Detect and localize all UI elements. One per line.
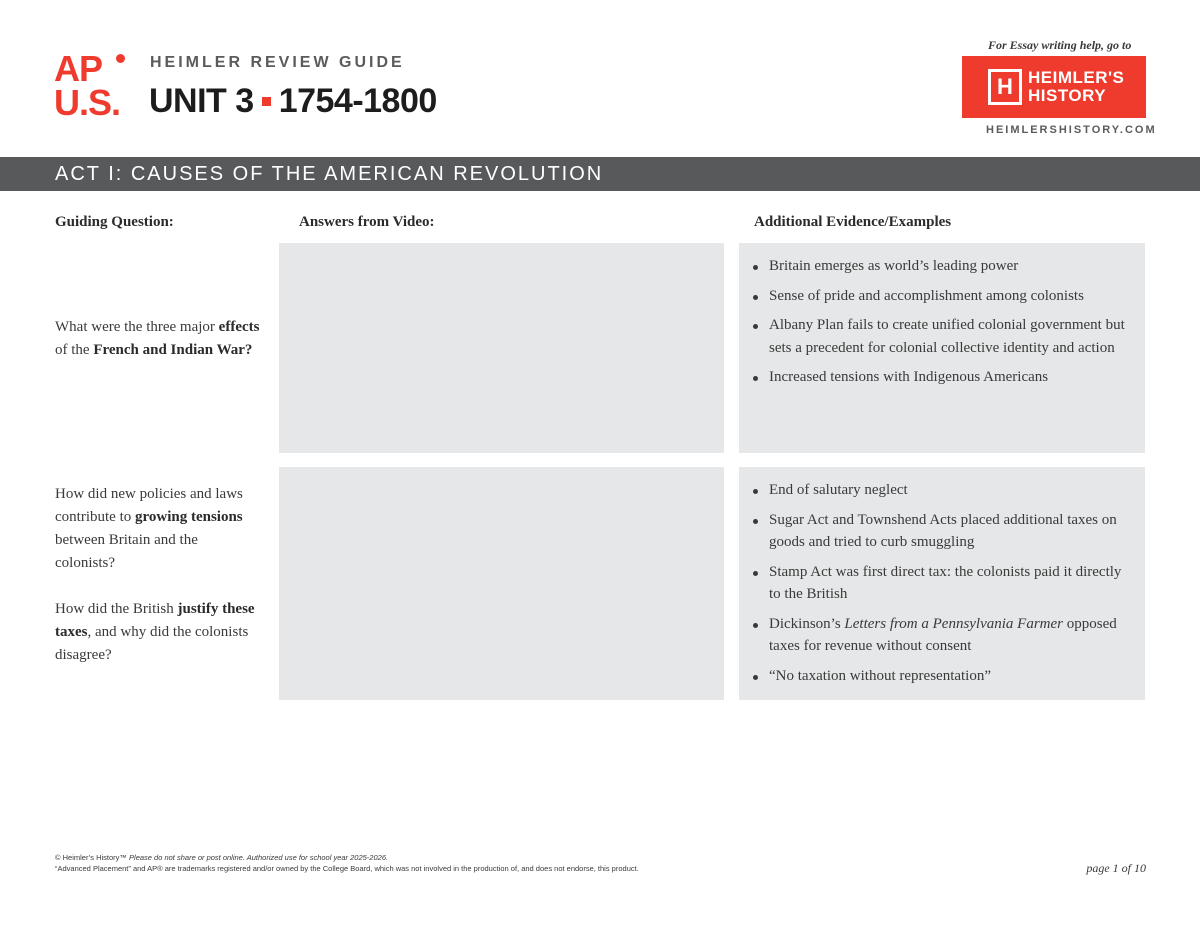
guide-label: HEIMLER REVIEW GUIDE [150,54,405,71]
footer-copyright: © Heimler’s History™ Please do not share or post online. Authorized use for school year 2025-2026. [55,853,389,862]
list-item: Sugar Act and Townshend Acts placed additional taxes on goods and tried to curb smuggling [753,509,1129,554]
title-separator [262,97,271,106]
evidence-list [753,479,1129,694]
evidence-list [753,255,1129,396]
logo-registered-dot [116,54,125,63]
footer-notice [55,852,639,874]
unit-years: 1754-1800 [278,82,437,120]
guiding-question-1 [55,316,260,362]
list-item: End of salutary neglect [753,479,1129,502]
question-text: What were the three major effects of the French and Indian War? [55,319,260,358]
page-number: page 1 of 10 [1086,861,1146,875]
list-item: Albany Plan fails to create unified colonial government but sets a precedent for colonial collective identity and action [753,314,1129,359]
list-item: Britain emerges as world’s leading power [753,255,1129,278]
evidence-box-2 [739,467,1145,700]
unit-title [149,82,437,121]
unit-label: UNIT 3 [149,82,254,120]
brand-line-2: HISTORY [1028,86,1107,105]
list-item: Stamp Act was first direct tax: the colonists paid it directly to the British [753,561,1129,606]
section-title: ACT I: CAUSES OF THE AMERICAN REVOLUTION [55,163,604,185]
answer-box-2[interactable] [279,467,724,700]
column-header-guiding: Guiding Question: [55,214,174,230]
section-bar [0,157,1200,191]
ap-us-logo [54,48,126,123]
guiding-question-2 [55,483,260,667]
list-item: “No taxation without representation” [753,665,1129,688]
brand-name [1028,69,1124,105]
essay-help-note: For Essay writing help, go to [988,38,1132,52]
footer-trademark: “Advanced Placement” and AP® are trademarks registered and/or owned by the College Board, which was not involved in the production of, and does not endorse, this product. [55,864,639,873]
column-header-evidence: Additional Evidence/Examples [754,214,952,230]
logo-ap-text: AP [54,48,103,89]
column-header-answers: Answers from Video: [299,214,435,230]
question-text: How did new policies and laws contribute to growing tensions between Britain and the colonists? [55,486,243,571]
brand-h-icon: H [988,69,1022,105]
list-item: Sense of pride and accomplishment among colonists [753,285,1129,308]
list-item: Increased tensions with Indigenous Americans [753,366,1129,389]
list-item: Dickinson’s Letters from a Pennsylvania Farmer opposed taxes for revenue without consent [753,613,1129,658]
brand-line-1: HEIMLER'S [1028,68,1125,87]
brand-url-link[interactable]: HEIMLERSHISTORY.COM [986,124,1157,136]
logo-us-text: U.S. [54,82,121,123]
answer-box-1[interactable] [279,243,724,453]
question-text-2: How did the British justify these taxes, and why did the colonists disagree? [55,601,255,663]
evidence-box-1 [739,243,1145,453]
heimlers-history-logo[interactable] [962,56,1146,118]
